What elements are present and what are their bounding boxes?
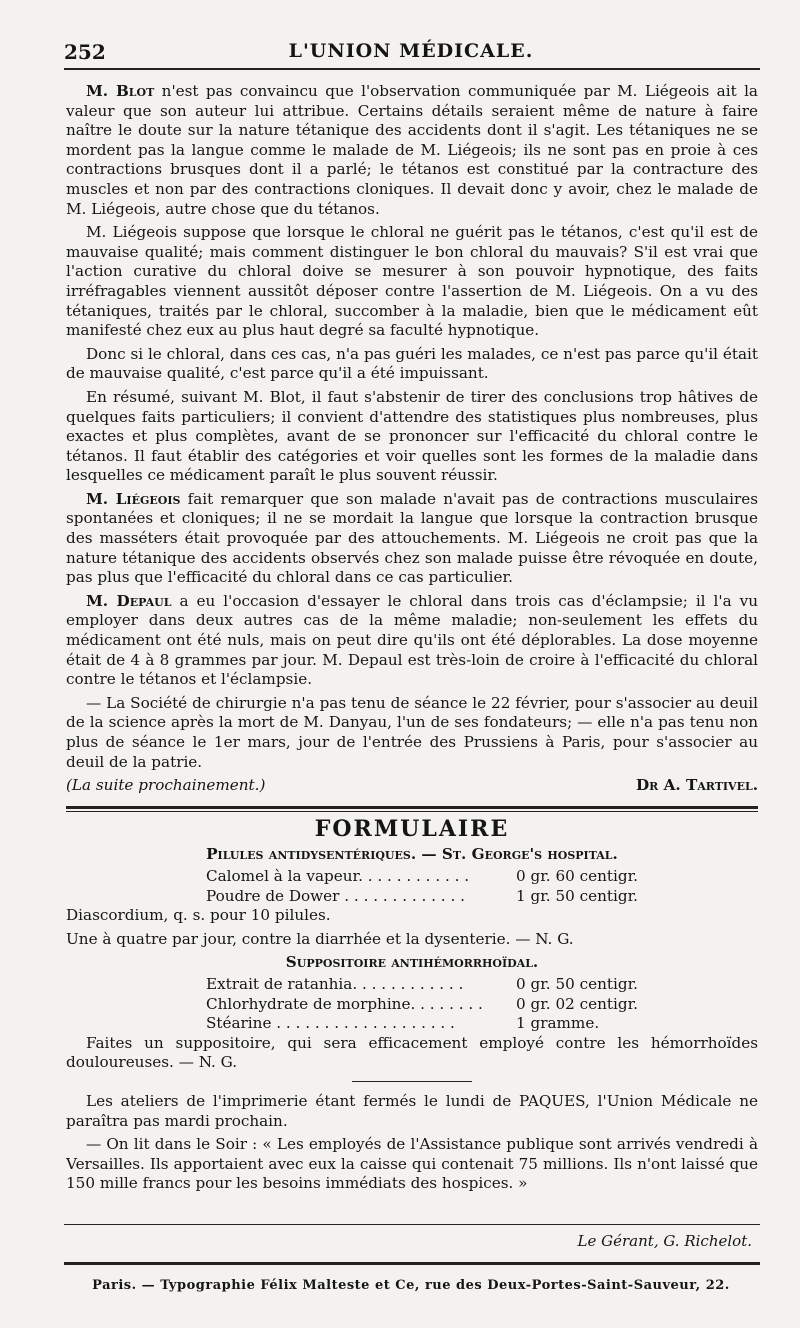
notice-soir: — On lit dans le Soir : « Les employés de l'Assistance publique sont arrivés vendredi à Versailles. Ils apportaient avec eux la caisse qui contenait 75 millions. Ils n'ont laissé que 150 mille francs pour les besoins immédiats des hospices. » bbox=[66, 1135, 758, 1193]
article-signature bbox=[66, 776, 758, 796]
quantity: 0 gr. 60 centigr. bbox=[516, 866, 638, 885]
ingredient: Chlorhydrate de morphine. . . . . . . . bbox=[206, 994, 483, 1013]
ingredient: Calomel à la vapeur. . . . . . . . . . . . bbox=[206, 866, 470, 885]
page-header bbox=[64, 36, 758, 66]
paragraph-blot bbox=[66, 82, 758, 219]
recipe-row bbox=[206, 975, 726, 995]
section-rule bbox=[66, 806, 758, 809]
short-rule bbox=[352, 1081, 472, 1082]
suppository-title: Suppositoire antihémorrhoïdal. bbox=[285, 953, 539, 972]
pills-usage: Une à quatre par jour, contre la diarrhée et la dysenterie. — N. G. bbox=[66, 929, 574, 948]
pills-instruction: Diascordium, q. s. pour 10 pilules. bbox=[66, 906, 331, 925]
speaker-name: M. Blot bbox=[86, 82, 155, 100]
ingredient: Poudre de Dower . . . . . . . . . . . . . bbox=[206, 886, 465, 905]
recipe-row bbox=[206, 995, 726, 1015]
suppository-recipe bbox=[206, 975, 726, 1034]
section-rule-thin bbox=[66, 811, 758, 812]
gerant-signature bbox=[578, 1232, 752, 1250]
recipe-row bbox=[206, 1014, 726, 1034]
speaker-name: M. Depaul bbox=[86, 591, 172, 610]
pills-title: Pilules antidysentériques. — St. George's hospital. bbox=[206, 845, 618, 864]
paragraph-donc: Donc si le chloral, dans ces cas, n'a pas guéri les malades, ce n'est pas parce qu'il était de mauvaise qualité, c'est parce qu'il a été impuissant. bbox=[66, 344, 758, 383]
printer-footer: Paris. — Typographie Félix Malteste et Ce, rue des Deux-Portes-Saint-Sauveur, 22. bbox=[92, 1278, 730, 1293]
paragraph-liegeois-reply bbox=[66, 490, 758, 588]
quantity: 0 gr. 02 centigr. bbox=[516, 994, 638, 1013]
header-rule bbox=[64, 68, 760, 70]
footer-rule bbox=[64, 1262, 760, 1265]
paragraph-text: n'est pas convaincu que l'observation communiquée par M. Liégeois ait la valeur que son auteur lui attribue. Certains détails seraient même de nature à faire naître le doute sur la nature tétanique des accidents dont il s'agit. Les tétaniques ne se mordent pas la langue comme le malade de M. Liégeois; ils ne sont pas en proie à ces contractions brusques dont il a parlé; le tétanos est constitué par la contracture des muscles et non par des contractions cloniques. Il devait donc y avoir, chez le malade de M. Liégeois, autre chose que du tétanos. bbox=[66, 82, 758, 218]
page-number: 252 bbox=[64, 40, 106, 64]
quantity: 1 gr. 50 centigr. bbox=[516, 886, 638, 905]
paragraph-resume: En résumé, suivant M. Blot, il faut s'abstenir de tirer des conclusions trop hâtives de quelques faits particuliers; il convient d'attendre des statistiques plus nombreuses, plus exactes et plus complètes, avant de se prononcer sur l'efficacité du chloral contre le tétanos. Il faut établir des catégories et voir quelles sont les formes de la maladie dans lesquelles ce médicament paraît le plus souvent réussir. bbox=[66, 387, 758, 485]
paragraph-depaul bbox=[66, 592, 758, 690]
recipe-row bbox=[206, 867, 726, 887]
formulaire-title: FORMULAIRE bbox=[314, 815, 510, 842]
ingredient: Extrait de ratanhia. . . . . . . . . . . . bbox=[206, 974, 464, 993]
paragraph-text: fait remarquer que son malade n'avait pas de contractions musculaires spontanées et cloniques; il ne se mordait la langue que lorsque la contraction brusque des masséters était provoquée par des attouchements. M. Liégeois ne croit pas que la nature tétanique des accidents observés chez son malade puisse être révoquée en doute, pas plus que l'efficacité du chloral dans ce cas particulier. bbox=[66, 489, 759, 587]
paragraph-societe: — La Société de chirurgie n'a pas tenu de séance le 22 février, pour s'associer au deuil de la science après la mort de M. Danyau, l'un de ses fondateurs; — elle n'a pas tenu non plus de séance le 1er mars, jour de l'entrée des Prussiens à Paris, pour s'associer au deuil de la patrie. bbox=[66, 693, 758, 771]
quantity: 1 gramme. bbox=[516, 1014, 600, 1033]
ingredient: Stéarine . . . . . . . . . . . . . . . . . . . bbox=[206, 1014, 455, 1033]
journal-title: L'UNION MÉDICALE. bbox=[288, 40, 534, 62]
author-name: Dr A. Tartivel. bbox=[635, 776, 758, 795]
speaker-name: M. Liégeois bbox=[86, 489, 181, 508]
paragraph-liegeois-chloral: M. Liégeois suppose que lorsque le chloral ne guérit pas le tétanos, c'est qu'il est de mauvaise qualité; mais comment distinguer le bon chloral du mauvais? S'il est vrai que l'action curative du chloral doive se mesurer à son pouvoir hypnotique, des faits irréfragables viennent aussitôt déposer contre l'assertion de M. Liégeois. On a vu des tétaniques, traités par le chloral, succomber à la maladie, bien que le médicament eût manifesté chez eux au plus haut degré sa faculté hypnotique. bbox=[66, 223, 758, 340]
gerant-rule bbox=[64, 1224, 760, 1225]
gerant-text: Le Gérant, G. Richelot. bbox=[577, 1232, 752, 1250]
notice-imprimerie: Les ateliers de l'imprimerie étant fermés le lundi de PAQUES, l'Union Médicale ne paraîtra pas mardi prochain. bbox=[66, 1091, 758, 1130]
pills-recipe bbox=[206, 867, 726, 906]
article-body bbox=[66, 82, 758, 1198]
suppository-usage: Faites un suppositoire, qui sera efficacement employé contre les hémorrhoïdes douloureuses. — N. G. bbox=[66, 1033, 758, 1072]
quantity: 0 gr. 50 centigr. bbox=[516, 974, 638, 993]
recipe-row bbox=[206, 887, 726, 907]
paragraph-text: a eu l'occasion d'essayer le chloral dans trois cas d'éclampsie; il l'a vu employer dans deux autres cas de la même maladie; non-seulement les effets du médicament ont été nuls, mais on peut dire qu'ils ont été déplorables. La dose moyenne était de 4 à 8 grammes par jour. M. Depaul est très-loin de croire à l'efficacité du chloral contre le tétanos et l'éclampsie. bbox=[66, 591, 758, 689]
suite-note: (La suite prochainement.) bbox=[66, 776, 266, 795]
